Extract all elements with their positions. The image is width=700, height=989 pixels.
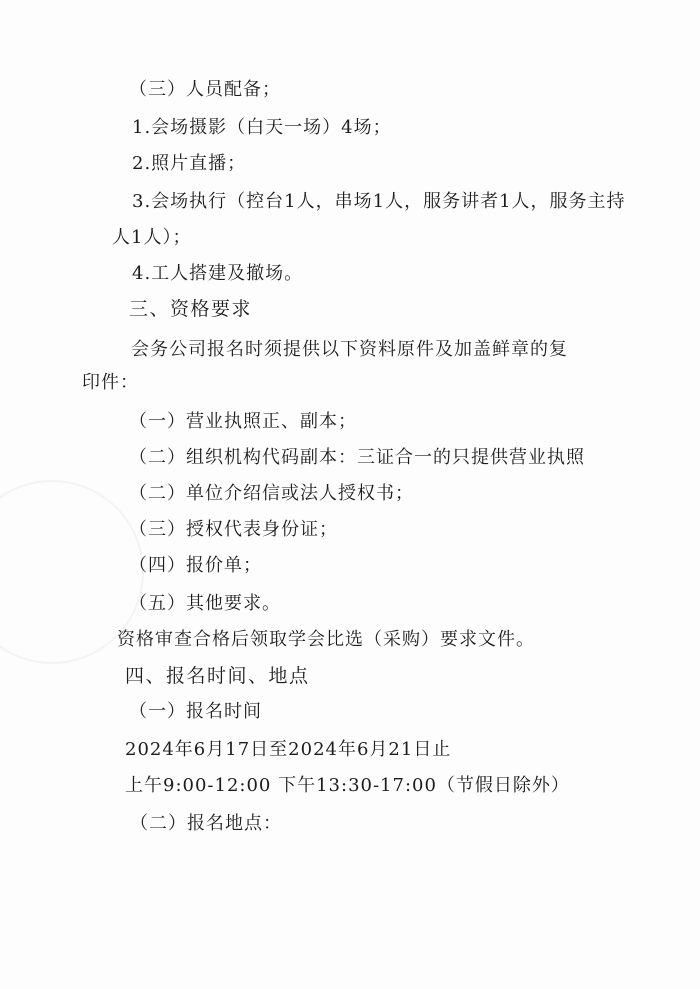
staffing-subheading: （三）人员配备； bbox=[129, 79, 281, 100]
qualification-item-3: （二）单位介绍信或法人授权书； bbox=[129, 483, 414, 504]
qualification-note: 资格审查合格后领取学会比选（采购）要求文件。 bbox=[117, 629, 535, 650]
staffing-item-4: 4.工人搭建及撤场。 bbox=[132, 263, 304, 284]
qualification-item-4: （三）授权代表身份证； bbox=[129, 519, 338, 540]
qualification-item-2: （二）组织机构代码副本：三证合一的只提供营业执照 bbox=[129, 447, 585, 468]
registration-date-range: 2024年6月17日至2024年6月21日止 bbox=[125, 739, 452, 760]
registration-location-subheading: （二）报名地点： bbox=[130, 813, 282, 834]
registration-hours: 上午9:00-12:00 下午13:30-17:00（节假日除外） bbox=[125, 775, 570, 796]
qualification-intro: 会务公司报名时须提供以下资料原件及加盖鲜章的复 bbox=[131, 339, 568, 360]
qualification-item-6: （五）其他要求。 bbox=[129, 593, 281, 614]
qualification-intro-continued: 印件： bbox=[82, 372, 139, 393]
staffing-item-2: 2.照片直播； bbox=[132, 153, 247, 174]
staffing-item-3-continued: 人1人）； bbox=[112, 227, 192, 248]
qualification-item-5: （四）报价单； bbox=[129, 555, 262, 576]
staffing-item-1: 1.会场摄影（白天一场）4场； bbox=[132, 117, 392, 138]
section-heading-registration: 四、报名时间、地点 bbox=[125, 665, 310, 687]
staffing-item-3: 3.会场执行（控台1人，串场1人，服务讲者1人，服务主持 bbox=[132, 191, 626, 212]
qualification-item-1: （一）营业执照正、副本； bbox=[129, 411, 357, 432]
registration-time-subheading: （一）报名时间 bbox=[129, 701, 262, 722]
section-heading-qualification: 三、资格要求 bbox=[129, 298, 253, 320]
